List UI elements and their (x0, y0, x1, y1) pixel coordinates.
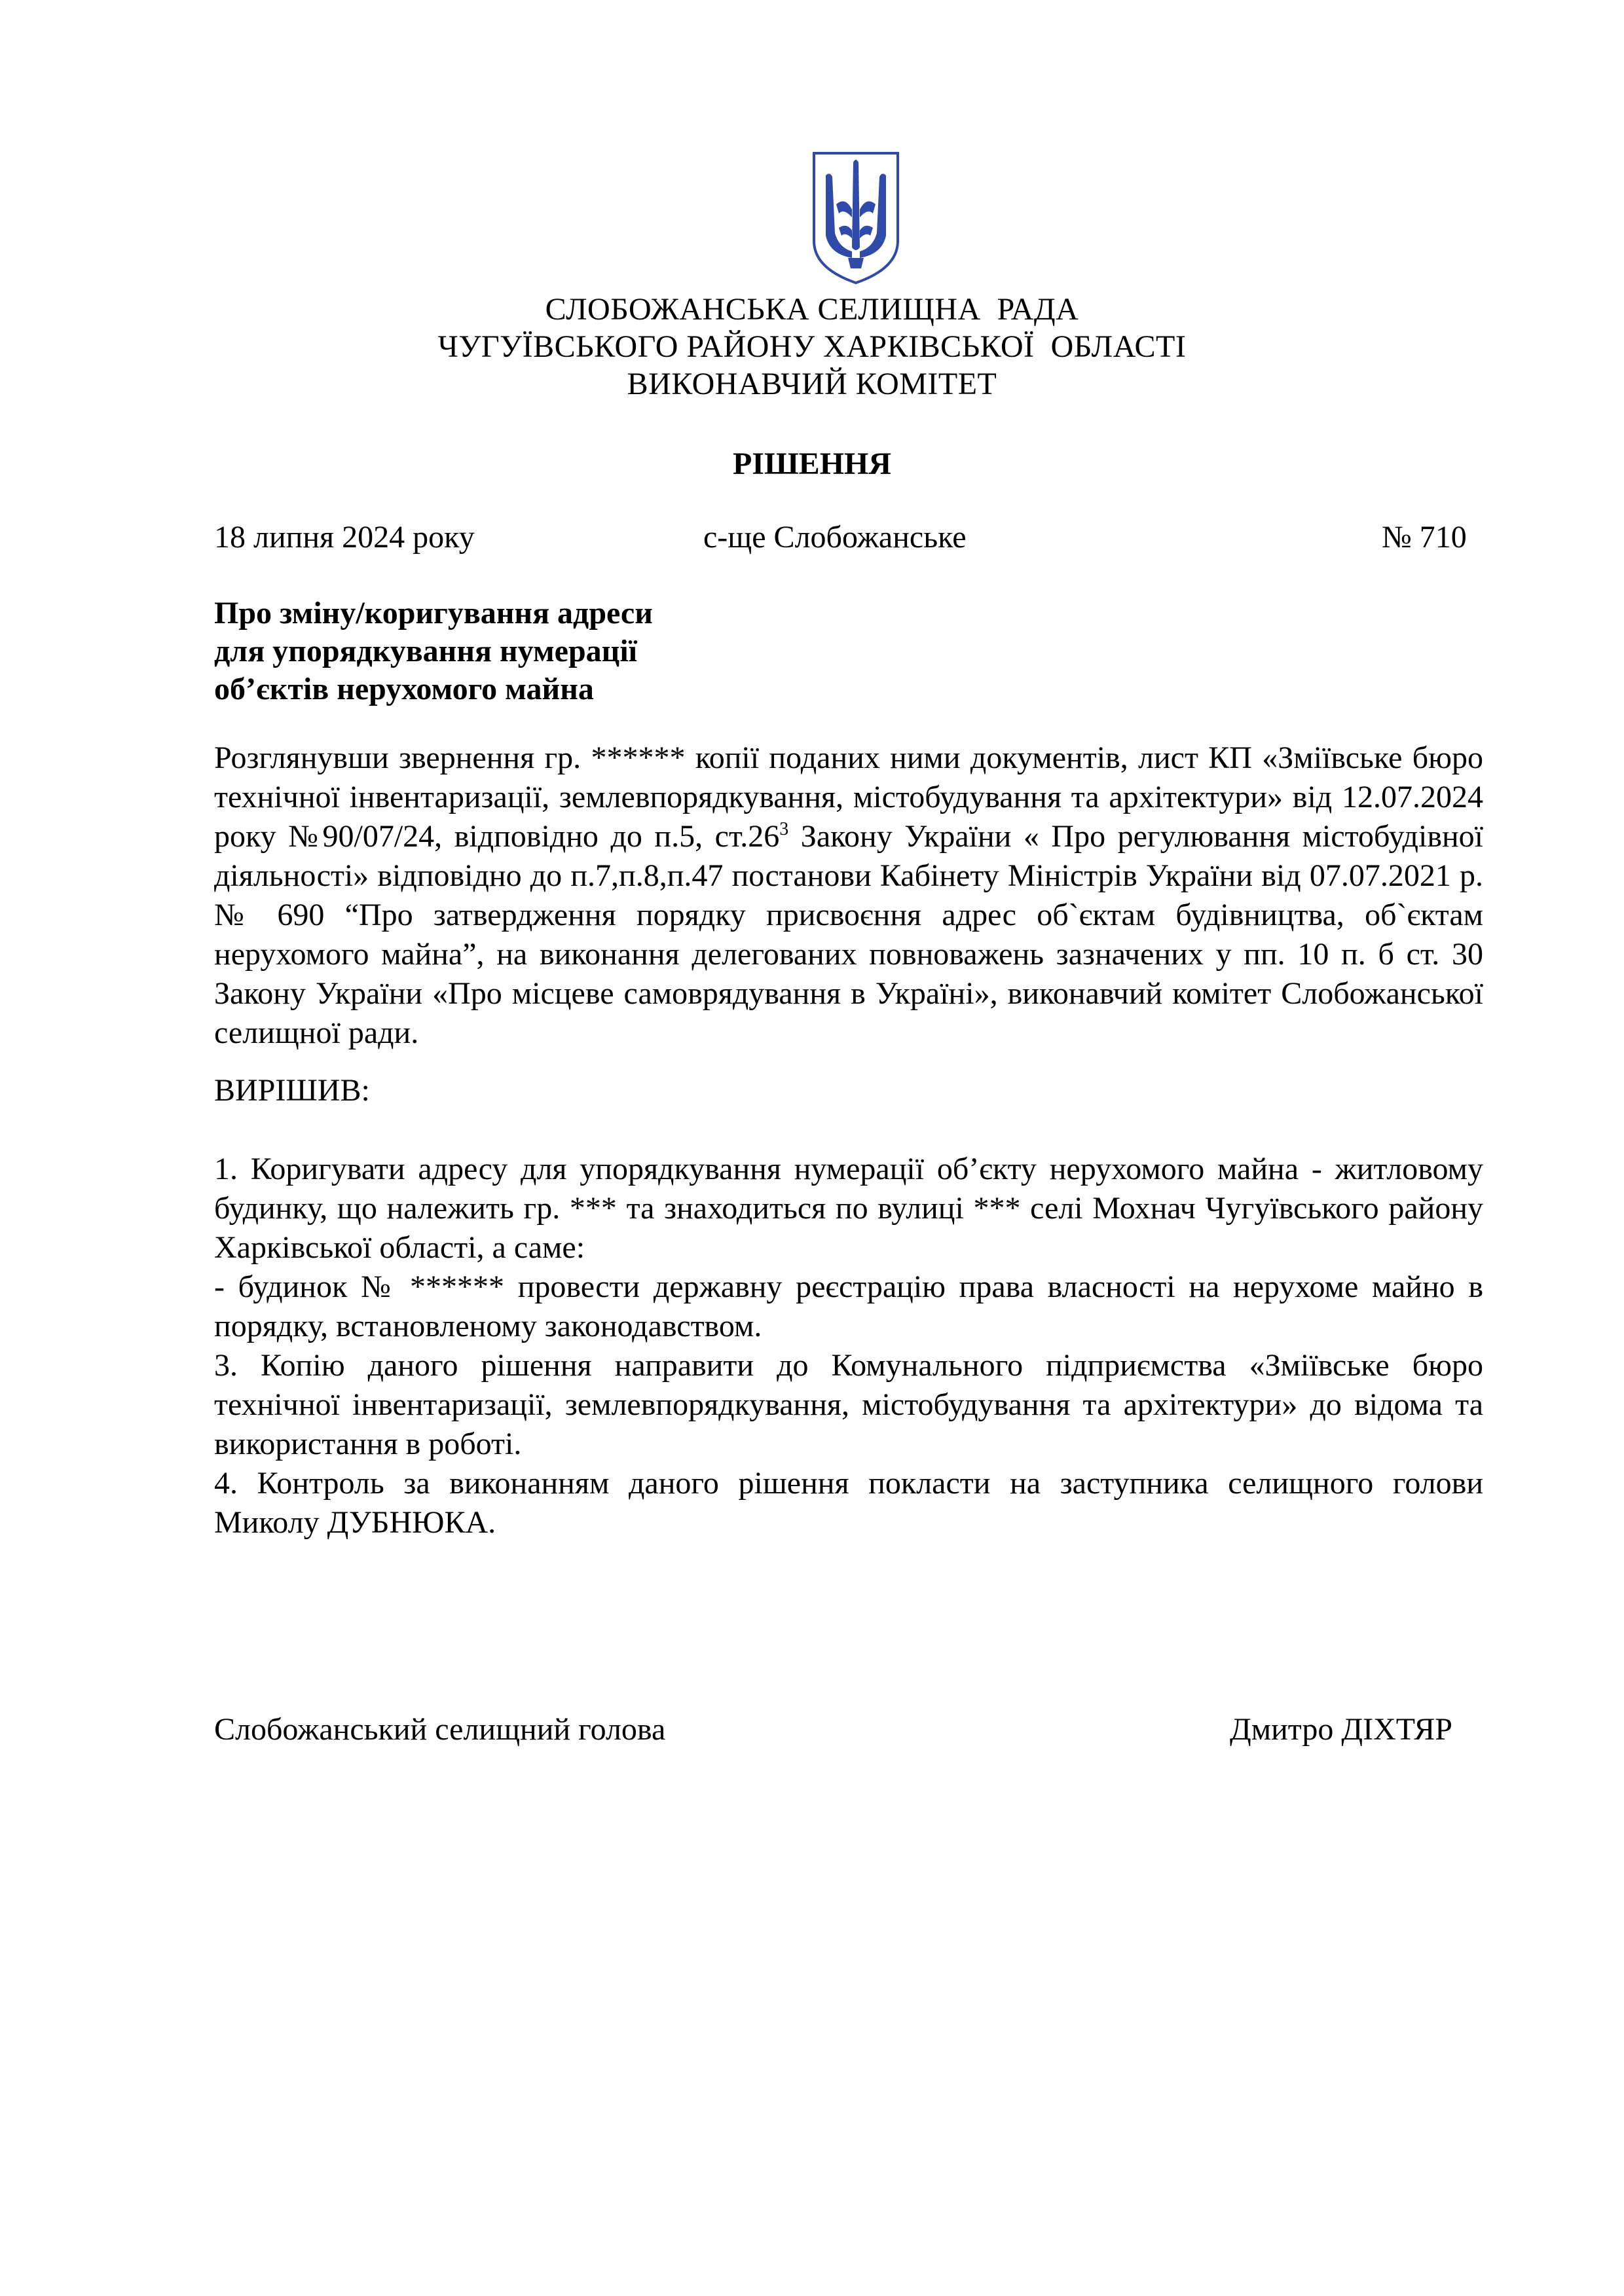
preamble-line: Закону України «Про місцеве самоврядування в Україні», виконавчий комітет Слобожанської (214, 976, 1483, 1011)
signatory-name: Дмитро ДІХТЯР (1230, 1712, 1452, 1747)
subject-line: для упорядкування нумерації (214, 634, 638, 668)
item-line: Миколу ДУБНЮКА. (214, 1505, 496, 1540)
article-superscript: 3 (779, 819, 789, 839)
preamble-line: діяльності» відповідно до п.7,п.8,п.47 постанови Кабінету Міністрів України від 07.07.2021 р. (214, 858, 1483, 893)
item-line: технічної інвентаризації, землевпорядкування, містобудування та архітектури» до відома та (214, 1387, 1483, 1422)
preamble-line: нерухомого майна”, на виконання делегованих повноважень зазначених у пп. 10 п. б ст. 30 (214, 937, 1483, 972)
subject-line: об’єктів нерухомого майна (214, 672, 594, 706)
item-line: - будинок № ****** провести державну реєстрацію права власності на нерухоме майно в (214, 1269, 1483, 1304)
item-line: використання в роботі. (214, 1427, 522, 1461)
header-council-name: СЛОБОЖАНСЬКА СЕЛИЩНА РАДА (545, 292, 1079, 327)
preamble-line: № 690 “Про затвердження порядку присвоєння адрес об`єктам будівництва, об`єктам (214, 898, 1483, 932)
preamble-text: Закону України « Про регулювання містобудівної (788, 819, 1483, 854)
preamble-line: Розглянувши звернення гр. ****** копії поданих ними документів, лист КП «Зміївське бюро (214, 740, 1483, 775)
item-line: порядку, встановленому законодавством. (214, 1309, 762, 1343)
header-district-name: ЧУГУЇВСЬКОГО РАЙОНУ ХАРКІВСЬКОЇ ОБЛАСТІ (437, 329, 1187, 364)
item-line: 3. Копію даного рішення направити до Комунального підприємства «Зміївське бюро (214, 1348, 1483, 1383)
ukraine-coat-of-arms-icon (810, 149, 902, 285)
subject-line: Про зміну/коригування адреси (214, 596, 653, 630)
header-committee-name: ВИКОНАВЧИЙ КОМІТЕТ (627, 367, 997, 401)
decision-items (214, 1150, 1483, 1542)
item-line: будинку, що належить гр. *** та знаходиться по вулиці *** селі Мохнач Чугуївського району (214, 1191, 1483, 1226)
decision-date: 18 липня 2024 року (214, 520, 475, 555)
decision-subject (214, 594, 653, 708)
signatory-position: Слобожанський селищний голова (214, 1712, 666, 1747)
preamble-line: технічної інвентаризації, землевпорядкування, містобудування та архітектури» від 12.07.2024 (214, 780, 1483, 814)
decision-place: с-ще Слобожанське (703, 520, 967, 555)
preamble-paragraph (214, 738, 1483, 1053)
item-line: Харківської області, а саме: (214, 1230, 585, 1265)
resolved-heading: ВИРІШИВ: (214, 1073, 370, 1108)
preamble-text: року №90/07/24, відповідно до п.5, ст.26 (214, 819, 780, 854)
item-line: 4. Контроль за виконанням даного рішення покласти на заступника селищного голови (214, 1466, 1483, 1501)
council-header (0, 291, 1624, 403)
preamble-line (214, 817, 1483, 856)
item-line: 1. Коригувати адресу для упорядкування нумерації об’єкту нерухомого майна - житловому (214, 1152, 1483, 1186)
document-title: РІШЕННЯ (732, 446, 892, 481)
preamble-line: селищної ради. (214, 1015, 419, 1050)
decision-number: № 710 (1382, 520, 1467, 555)
